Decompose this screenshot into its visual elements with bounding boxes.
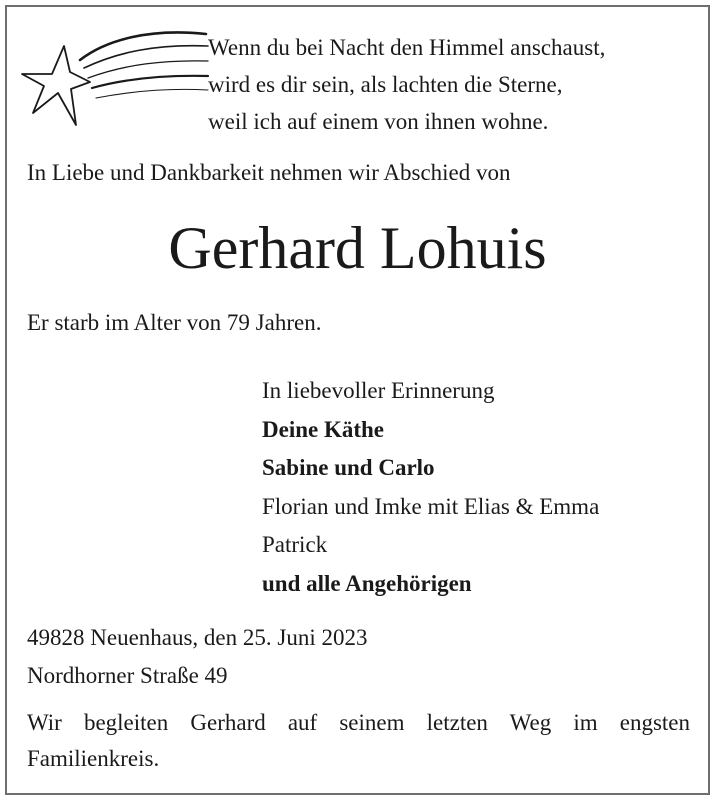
place-date: 49828 Neuenhaus, den 25. Juni 2023 xyxy=(27,625,368,650)
mourner-entry: Sabine und Carlo xyxy=(262,455,435,480)
mourner-entry: Deine Käthe xyxy=(262,416,385,442)
intro-text: In Liebe und Dankbarkeit nehmen wir Abschied von xyxy=(27,160,511,185)
deceased-name: Gerhard Lohuis xyxy=(168,215,547,281)
closing-line: Wir begleiten Gerhard auf seinem letzten Weg im engsten xyxy=(27,710,690,735)
poem-line: weil ich auf einem von ihnen wohne. xyxy=(208,109,549,134)
closing-note xyxy=(27,705,690,777)
mourner-entry: und alle Angehörigen xyxy=(262,570,472,596)
poem-line: Wenn du bei Nacht den Himmel anschaust, xyxy=(208,35,606,60)
mourner-entry: Patrick xyxy=(262,532,328,557)
place-block xyxy=(27,619,368,695)
mourners-heading: In liebevoller Erinnerung xyxy=(262,378,495,403)
age-line: Er starb im Alter von 79 Jahren. xyxy=(27,310,322,335)
poem-quote xyxy=(208,29,605,140)
shooting-star-icon xyxy=(14,18,214,133)
poem-line: wird es dir sein, als lachten die Sterne, xyxy=(208,72,563,97)
mourner-entry: Florian und Imke mit Elias & Emma xyxy=(262,493,600,519)
mourners-block xyxy=(262,372,599,603)
closing-line: Familienkreis. xyxy=(27,746,160,771)
address: Nordhorner Straße 49 xyxy=(27,663,228,688)
